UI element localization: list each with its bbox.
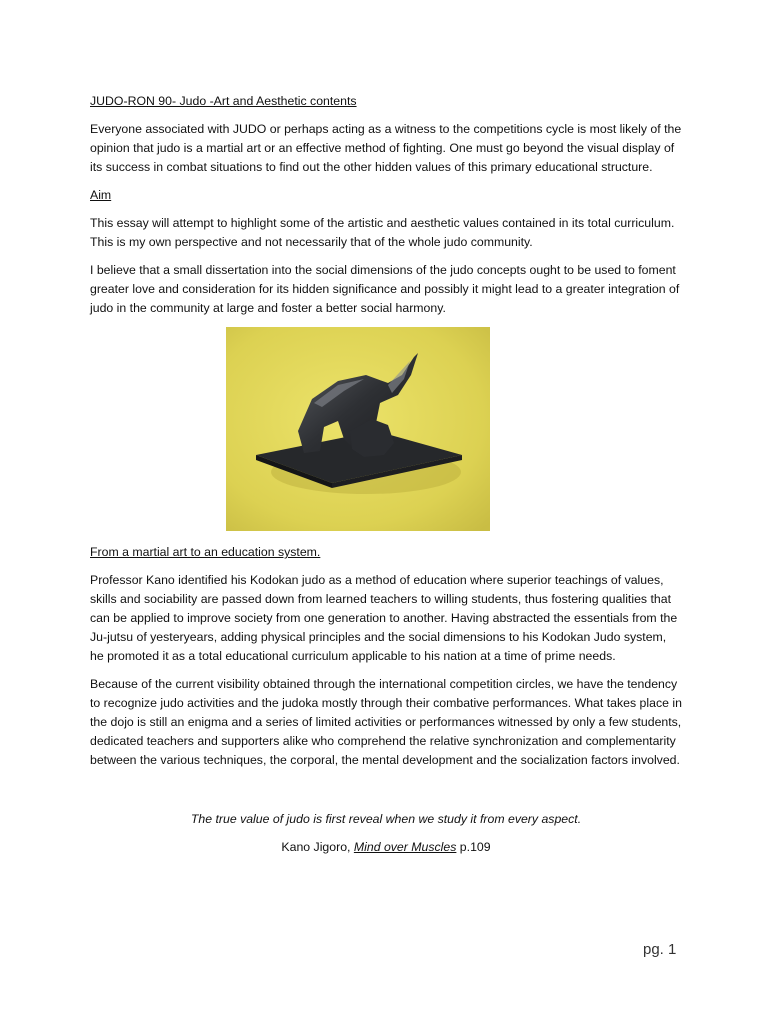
section2-paragraph-1: Professor Kano identified his Kodokan judo as a method of education where superior teachings of values, skills and sociability are passed down from learned teachers to willing students, thus fostering qualities that can be applied to improve society from one generation to another. Having abstracted the essentials from the Ju-jutsu of yesteryears, adding physical principles and the social dimensions to his Kodokan Judo system, he promoted it as a total educational curriculum applicable to his nation at a time of prime needs. [90, 573, 678, 663]
citation-author: Kano Jigoro, [281, 840, 354, 854]
page-number: pg. 1 [643, 941, 677, 958]
citation-page: p.109 [456, 840, 491, 854]
sculpture-image [226, 327, 490, 531]
quote-citation [90, 838, 682, 857]
document-body [90, 92, 682, 866]
citation-book: Mind over Muscles [353, 840, 457, 854]
document-title: JUDO-RON 90- Judo -Art and Aesthetic contents [90, 94, 357, 108]
aim-heading: Aim [90, 188, 112, 202]
aim-paragraph-2: I believe that a small dissertation into the social dimensions of the judo concepts ought to be used to foment greater love and consideration for its hidden significance and possibly it might lead to a greater integration of judo in the community at large and foster a better social harmony. [90, 263, 680, 315]
kano-quote: The true value of judo is first reveal when we study it from every aspect. [190, 812, 582, 826]
aim-paragraph-1: This essay will attempt to highlight some of the artistic and aesthetic values contained in its total curriculum. This is my own perspective and not necessarily that of the whole judo community. [90, 216, 675, 249]
section2-heading: From a martial art to an education system. [90, 545, 321, 559]
section2-paragraph-2: Because of the current visibility obtained through the international competition circles, we have the tendency to recognize judo activities and the judoka mostly through their combative performances. What takes place in the dojo is still an enigma and a series of limited activities or performances witnessed by only a few students, dedicated teachers and supporters alike who comprehend the relative synchronization and complementarity between the various techniques, the corporal, the mental development and the socialization factors involved. [90, 677, 682, 767]
sculpture-photo [226, 327, 490, 531]
intro-paragraph: Everyone associated with JUDO or perhaps acting as a witness to the competitions cycle is most likely of the opinion that judo is a martial art or an effective method of fighting. One must go beyond the visual display of its success in combat situations to find out the other hidden values of this primary educational structure. [90, 122, 682, 174]
